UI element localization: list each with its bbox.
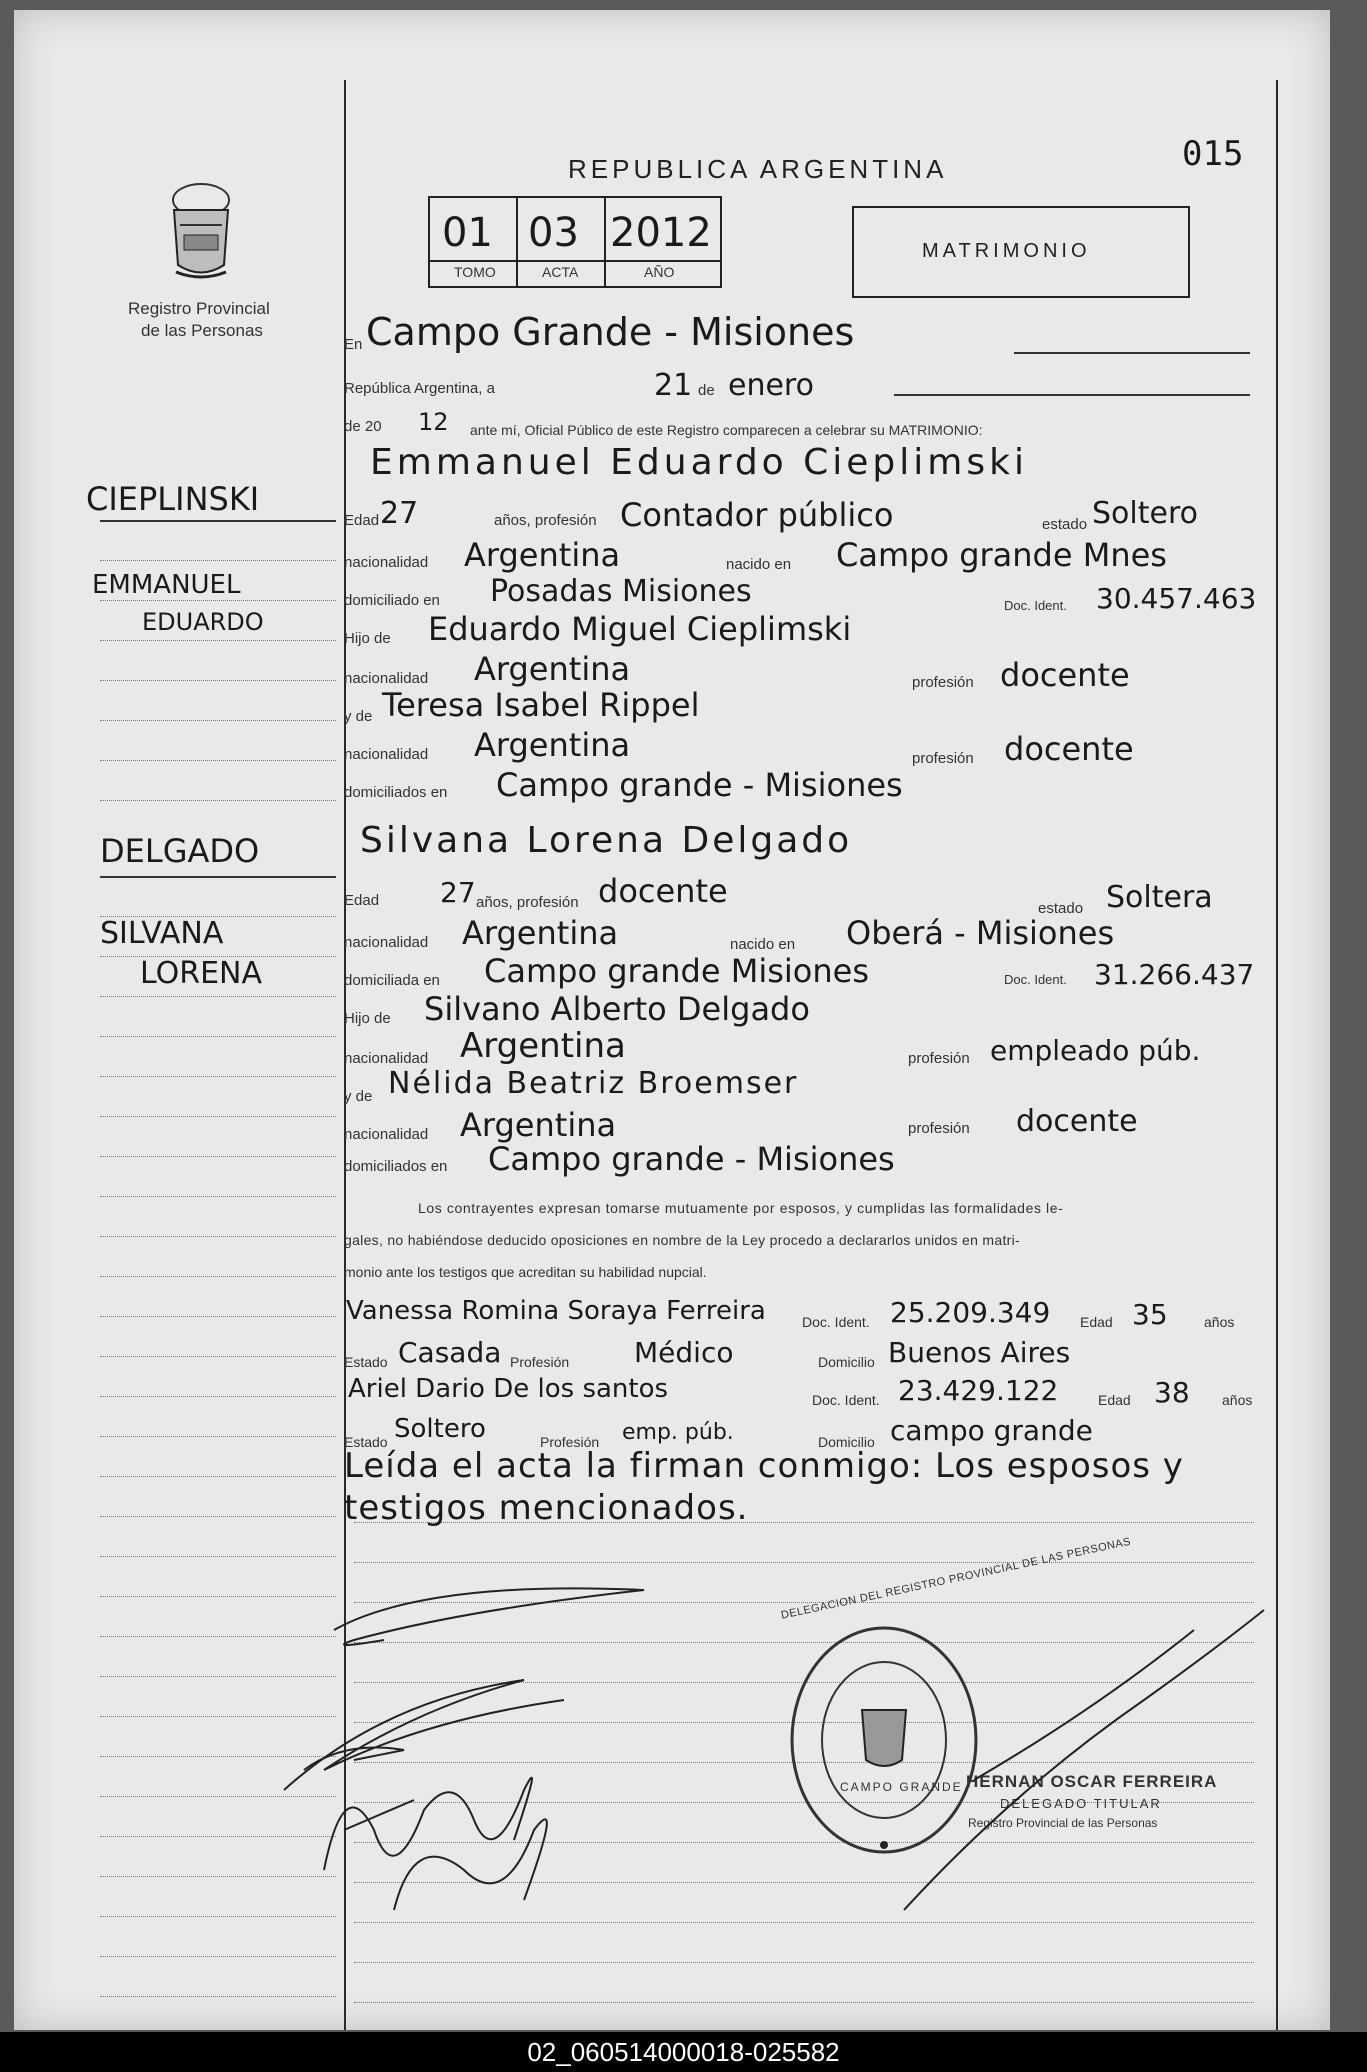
day: 21 (654, 368, 693, 403)
groom-doc-label: Doc. Ident. (1004, 598, 1067, 613)
groom-doms-label: domiciliados en (344, 784, 448, 801)
witness1-anos-label: años (1204, 1314, 1235, 1330)
witness2-dom-label: Domicilio (818, 1434, 875, 1450)
bride-father-nac: Argentina (460, 1026, 626, 1066)
witness2-profession: emp. púb. (622, 1420, 734, 1445)
country-title: REPUBLICA ARGENTINA (568, 154, 948, 184)
bride-mother-nac-label: nacionalidad (344, 1126, 429, 1143)
groom-father: Eduardo Miguel Cieplimski (428, 610, 852, 648)
year-suffix: 12 (418, 408, 449, 436)
bride-parents-domicile: Campo grande - Misiones (488, 1140, 895, 1178)
bride-age: 27 (440, 876, 476, 909)
bride-full-name: Silvana Lorena Delgado (360, 820, 853, 861)
provincial-seal (166, 180, 236, 290)
witness2-estado-label: Estado (344, 1434, 388, 1450)
groom-birthplace: Campo grande Mnes (836, 536, 1167, 574)
witness1-age: 35 (1132, 1298, 1168, 1331)
page-number: 015 (1182, 134, 1244, 174)
bride-hijo-label: Hijo de (344, 1010, 391, 1027)
margin-bride-name2: LORENA (140, 956, 263, 991)
groom-father-nac-label: nacionalidad (344, 670, 429, 687)
witness2-edad-label: Edad (1098, 1392, 1131, 1408)
bride-dom-label: domiciliada en (344, 972, 440, 989)
act-type: MATRIMONIO (922, 240, 1091, 262)
bride-status: Soltera (1106, 880, 1213, 915)
groom-profession: Contador público (620, 496, 894, 534)
file-id-bar (0, 2032, 1367, 2072)
bride-birthplace: Oberá - Misiones (846, 914, 1115, 952)
official-org: Registro Provincial de las Personas (968, 1816, 1158, 1830)
groom-father-prof: docente (1000, 656, 1130, 694)
witness2-domicile: campo grande (890, 1414, 1093, 1447)
witness2-name: Ariel Dario De los santos (348, 1374, 669, 1404)
witness1-domicile: Buenos Aires (888, 1336, 1071, 1369)
declaration-line3: monio ante los testigos que acreditan su habilidad nupcial. (344, 1264, 707, 1280)
year-prefix: de 20 (344, 418, 382, 435)
bride-father-nac-label: nacionalidad (344, 1050, 429, 1067)
groom-nationality: Argentina (464, 536, 621, 574)
groom-dom-label: domiciliado en (344, 592, 440, 609)
bride-nacido-label: nacido en (730, 936, 796, 953)
margin-bride-surname: DELGADO (100, 832, 260, 870)
place: Campo Grande - Misiones (366, 310, 855, 354)
closing-line1: Leída el acta la firman conmigo: Los esposos y (344, 1446, 1184, 1486)
republica-label: República Argentina, a (344, 380, 495, 397)
de-label: de (698, 382, 715, 399)
witness2-prof-label: Profesión (540, 1434, 600, 1450)
witness2-status: Soltero (394, 1414, 486, 1444)
agency-line2: de las Personas (141, 321, 263, 340)
groom-father-nac: Argentina (474, 650, 631, 688)
bride-doms-label: domiciliados en (344, 1158, 448, 1175)
groom-mother-nac-label: nacionalidad (344, 746, 429, 763)
witness2-age: 38 (1154, 1376, 1190, 1409)
groom-mother-prof-label: profesión (912, 750, 974, 767)
margin-groom-name1: EMMANUEL (92, 570, 241, 600)
bride-doc: 31.266.437 (1094, 958, 1255, 991)
anio-value: 2012 (610, 210, 712, 256)
witness2-doc: 23.429.122 (898, 1374, 1059, 1407)
margin-groom-surname: CIEPLINSKI (86, 480, 260, 518)
bride-mother-nac: Argentina (460, 1106, 617, 1144)
witness1-status: Casada (398, 1336, 502, 1369)
bride-doc-label: Doc. Ident. (1004, 972, 1067, 987)
witness1-prof-label: Profesión (510, 1354, 570, 1370)
anio-label: AÑO (644, 264, 675, 280)
bride-mother-prof: docente (1016, 1104, 1138, 1139)
margin-groom-name2: EDUARDO (142, 608, 264, 636)
margin-bride-name1: SILVANA (100, 916, 224, 951)
stamp-center-text: CAMPO GRANDE (840, 1780, 963, 1794)
witness1-doc-label: Doc. Ident. (802, 1314, 870, 1330)
groom-hijo-label: Hijo de (344, 630, 391, 647)
signatures (264, 1570, 664, 1950)
groom-mother: Teresa Isabel Rippel (382, 686, 700, 724)
groom-mother-prof: docente (1004, 730, 1134, 768)
register-page (14, 10, 1330, 2030)
witness1-name: Vanessa Romina Soraya Ferreira (346, 1296, 766, 1326)
en-label: En (344, 336, 363, 353)
groom-father-prof-label: profesión (912, 674, 974, 691)
bride-nac-label: nacionalidad (344, 934, 429, 951)
witness1-edad-label: Edad (1080, 1314, 1113, 1330)
bride-edad-label: Edad (344, 892, 380, 909)
tomo-label: TOMO (454, 264, 496, 280)
groom-nacido-label: nacido en (726, 556, 792, 573)
stamp-ring-text: DELEGACION DEL REGISTRO PROVINCIAL DE LAS PERSONAS (780, 1535, 1133, 1622)
witness2-doc-label: Doc. Ident. (812, 1392, 880, 1408)
ante-text: ante mí, Oficial Público de este Registro comparecen a celebrar su MATRIMONIO: (470, 422, 983, 438)
groom-parents-domicile: Campo grande - Misiones (496, 766, 903, 804)
witness2-anos-label: años (1222, 1392, 1253, 1408)
record-number-box (428, 196, 722, 288)
bride-mother-prof-label: profesión (908, 1120, 970, 1137)
groom-mother-nac: Argentina (474, 726, 631, 764)
bride-father: Silvano Alberto Delgado (424, 990, 810, 1028)
bride-domicile: Campo grande Misiones (484, 952, 869, 990)
official-title: DELEGADO TITULAR (1000, 1796, 1162, 1811)
agency-line1: Registro Provincial (128, 299, 270, 318)
witness1-doc: 25.209.349 (890, 1296, 1051, 1329)
bride-mother: Nélida Beatriz Broemser (388, 1066, 799, 1101)
tomo-value: 01 (442, 210, 493, 256)
closing-line2: testigos mencionados. (344, 1488, 749, 1528)
witness1-estado-label: Estado (344, 1354, 388, 1370)
bride-estado-label: estado (1038, 900, 1084, 917)
groom-nac-label: nacionalidad (344, 554, 429, 571)
bride-yde-label: y de (344, 1088, 373, 1105)
groom-status: Soltero (1092, 496, 1198, 531)
groom-anos-prof-label: años, profesión (494, 512, 597, 529)
declaration-line2: gales, no habiéndose deducido oposiciones en nombre de la Ley procedo a declararlos unidos en matri- (344, 1232, 1020, 1248)
groom-domicile: Posadas Misiones (490, 574, 752, 609)
bride-nationality: Argentina (462, 914, 619, 952)
bride-anos-prof-label: años, profesión (476, 894, 579, 911)
file-id: 02_060514000018-025582 (527, 2037, 840, 2067)
groom-doc: 30.457.463 (1096, 582, 1257, 615)
groom-yde-label: y de (344, 708, 373, 725)
witness1-profession: Médico (634, 1336, 734, 1369)
groom-age: 27 (380, 496, 419, 531)
witness1-dom-label: Domicilio (818, 1354, 875, 1370)
official-signature (894, 1590, 1274, 1920)
page-edge-rule (1276, 80, 1278, 2030)
groom-estado-label: estado (1042, 516, 1088, 533)
official-name: HERNAN OSCAR FERREIRA (966, 1772, 1218, 1791)
acta-value: 03 (528, 210, 579, 256)
bride-father-prof-label: profesión (908, 1050, 970, 1067)
groom-edad-label: Edad (344, 512, 380, 529)
month: enero (728, 368, 814, 403)
acta-label: ACTA (542, 264, 579, 280)
act-type-box (852, 206, 1190, 298)
declaration-line1: Los contrayentes expresan tomarse mutuamente por esposos, y cumplidas las formalidades le- (418, 1200, 1064, 1216)
bride-father-prof: empleado púb. (990, 1034, 1201, 1067)
groom-full-name: Emmanuel Eduardo Cieplimski (370, 442, 1028, 483)
bride-profession: docente (598, 872, 728, 910)
